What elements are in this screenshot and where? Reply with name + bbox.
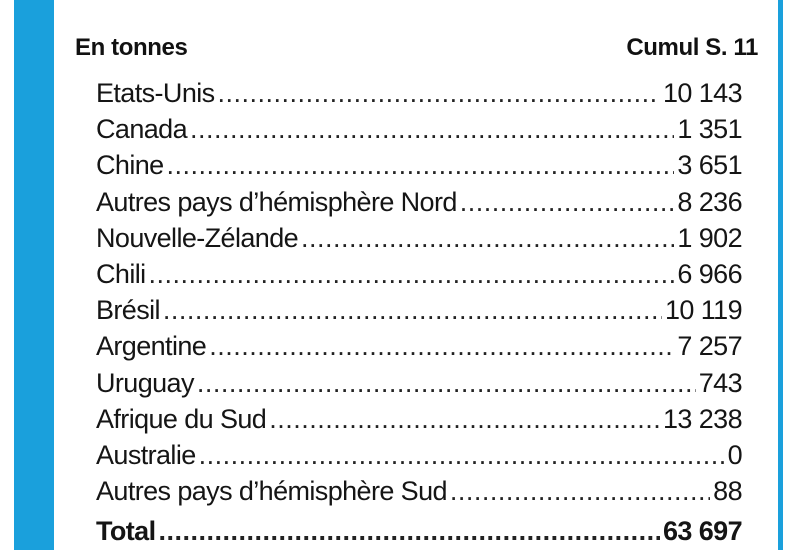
country-name: Chine — [96, 150, 164, 181]
country-name: Uruguay — [96, 367, 194, 398]
column-label: Cumul S. 11 — [626, 34, 758, 61]
dot-leader — [159, 516, 661, 547]
list-item — [96, 368, 742, 404]
country-value: 10 119 — [665, 295, 742, 326]
country-value: 3 651 — [677, 150, 742, 181]
country-list — [96, 78, 742, 512]
table-panel — [54, 0, 778, 550]
country-name: Etats-Unis — [96, 78, 215, 108]
total-value: 63 697 — [663, 516, 742, 546]
list-item — [96, 404, 742, 440]
list-item — [96, 259, 742, 295]
list-item — [96, 114, 742, 150]
list-item — [96, 150, 742, 186]
country-value: 743 — [698, 367, 742, 398]
country-name: Autres pays d’hémisphère Sud — [96, 476, 447, 507]
blue-border-right — [778, 0, 800, 550]
dot-leader — [197, 368, 696, 399]
dot-leader — [460, 187, 675, 218]
list-item — [96, 440, 742, 476]
dot-leader — [301, 223, 674, 254]
dot-leader — [167, 150, 675, 181]
table-header — [75, 30, 758, 66]
unit-label: En tonnes — [75, 34, 188, 61]
list-item — [96, 331, 742, 367]
country-name: Afrique du Sud — [96, 403, 267, 434]
dot-leader — [199, 440, 725, 471]
blue-border-left — [0, 0, 54, 550]
country-name: Autres pays d’hémisphère Nord — [96, 186, 457, 217]
dot-leader — [190, 114, 674, 145]
country-name: Brésil — [96, 295, 160, 326]
total-label: Total — [96, 516, 156, 546]
list-item — [96, 78, 742, 114]
dot-leader — [149, 259, 675, 290]
country-value: 6 966 — [677, 258, 742, 289]
country-name: Nouvelle-Zélande — [96, 222, 299, 253]
total-row — [96, 516, 742, 550]
country-value: 0 — [727, 439, 742, 470]
dot-leader — [209, 331, 674, 362]
country-value: 10 143 — [663, 78, 742, 108]
country-name: Argentine — [96, 331, 207, 362]
dot-leader — [450, 476, 710, 507]
country-value: 1 902 — [677, 222, 742, 253]
dot-leader — [163, 295, 662, 326]
dot-leader — [218, 78, 660, 109]
country-value: 88 — [713, 476, 742, 507]
list-item — [96, 295, 742, 331]
dot-leader — [269, 404, 660, 435]
list-item — [96, 476, 742, 512]
country-name: Australie — [96, 439, 196, 470]
list-item — [96, 223, 742, 259]
country-name: Canada — [96, 114, 187, 145]
country-value: 1 351 — [677, 114, 742, 145]
country-value: 7 257 — [677, 331, 742, 362]
country-name: Chili — [96, 258, 146, 289]
list-item — [96, 187, 742, 223]
country-value: 8 236 — [677, 186, 742, 217]
country-value: 13 238 — [663, 403, 742, 434]
